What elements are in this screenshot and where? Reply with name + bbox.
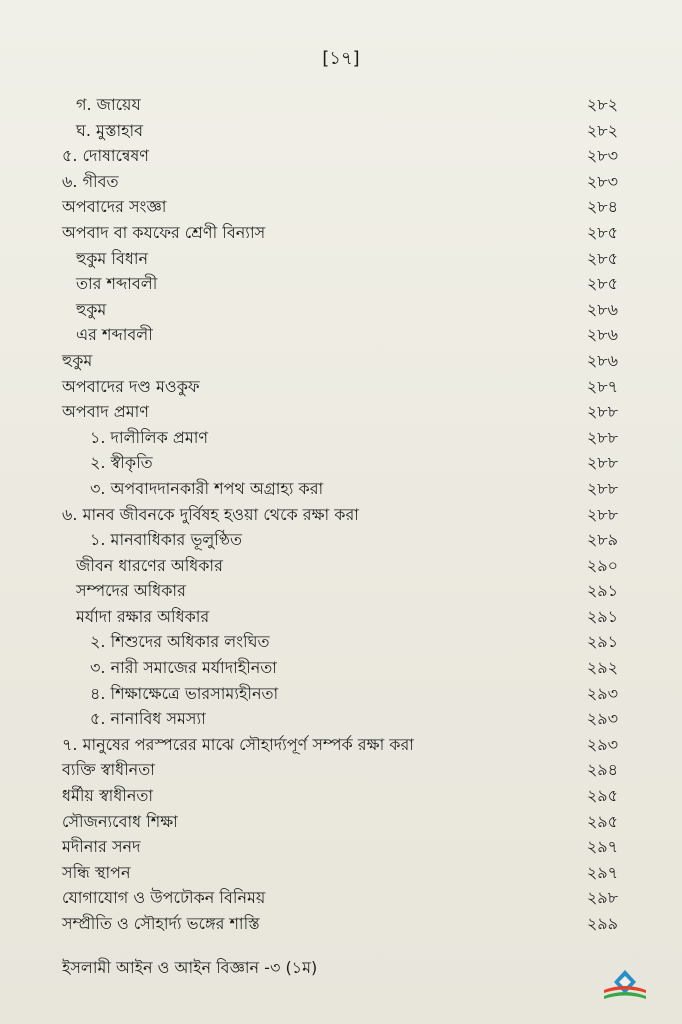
toc-entry-page: ২৮৮ <box>586 427 618 447</box>
toc-entry <box>62 143 618 169</box>
toc-entry-page: ২৯৪ <box>586 760 618 780</box>
toc-entry-title: ৭. মানুষের পরস্পরের মাঝে সৌহার্দ্যপূর্ণ সম্পর্ক রক্ষা করা <box>62 734 414 754</box>
toc-entry <box>62 681 618 707</box>
toc-entry-page: ২৯০ <box>586 555 618 575</box>
toc-entry <box>62 322 618 348</box>
toc-entry-page: ২৮৫ <box>586 274 618 294</box>
toc-entry-title: অপবাদ বা কযফের শ্রেণী বিন্যাস <box>62 222 266 242</box>
toc-entry-page: ২৮৮ <box>586 504 618 524</box>
toc-entry <box>62 399 618 425</box>
toc-entry-page: ২৯১ <box>586 581 618 601</box>
toc-entry-title: ৪. শিক্ষাক্ষেত্রে ভারসাম্যহীনতা <box>90 683 279 703</box>
toc-entry <box>62 348 618 374</box>
toc-entry-page: ২৯৫ <box>586 786 618 806</box>
toc-entry-page: ২৯৩ <box>586 734 618 754</box>
toc-entry-title: ১. দালীলিক প্রমাণ <box>90 427 209 447</box>
toc-entry <box>62 502 618 528</box>
toc-entry <box>62 911 618 937</box>
toc-entry-page: ২৮৮ <box>586 402 618 422</box>
toc-entry <box>62 527 618 553</box>
toc-entry-page: ২৮৪ <box>586 197 618 217</box>
toc-entry-title: সম্পদের অধিকার <box>76 581 186 601</box>
toc-entry-page: ২৮২ <box>586 120 618 140</box>
toc-entry-page: ২৮৬ <box>586 325 618 345</box>
toc-entry-page: ২৮৬ <box>586 299 618 319</box>
toc-entry <box>62 476 618 502</box>
toc-entry-page: ২৯৩ <box>586 709 618 729</box>
toc-entry <box>62 220 618 246</box>
toc-entry-title: হুকুম <box>76 299 107 319</box>
toc-entry <box>62 297 618 323</box>
toc-entry <box>62 860 618 886</box>
toc-entry <box>62 809 618 835</box>
toc-entry-title: ৫. দোষান্বেষণ <box>62 146 149 166</box>
toc-entry <box>62 885 618 911</box>
toc-entry <box>62 92 618 118</box>
toc-entry-page: ২৮২ <box>586 95 618 114</box>
toc-entry-page: ২৯৮ <box>586 888 618 908</box>
toc-entry-title: অপবাদের সংজ্ঞা <box>62 197 167 217</box>
toc-entry-title: ৫. নানাবিধ সমস্যা <box>90 709 206 729</box>
toc-entry-title: হুকুম বিধান <box>76 248 149 268</box>
toc-entry-page: ২৯১ <box>586 606 618 626</box>
toc-entry <box>62 194 618 220</box>
toc-entry <box>62 706 618 732</box>
toc-entry-page: ২৮৭ <box>586 376 618 396</box>
toc-entry-title: মর্যাদা রক্ষার অধিকার <box>76 606 210 626</box>
toc-entry <box>62 604 618 630</box>
toc-entry-page: ২৮৮ <box>586 478 618 498</box>
toc-entry-page: ২৮৬ <box>586 350 618 370</box>
toc-entry-title: গ. জায়েয <box>76 95 141 114</box>
toc-entry-title: যোগাযোগ ও উপঢৌকন বিনিময় <box>62 888 266 908</box>
toc-entry-title: অপবাদ প্রমাণ <box>62 402 149 422</box>
toc-entry-title: ৩. নারী সমাজের মর্যাদাহীনতা <box>90 658 277 678</box>
toc-entry <box>62 578 618 604</box>
toc-entry-page: ২৮৯ <box>586 530 618 550</box>
toc-entry-page: ২৯৭ <box>586 862 618 882</box>
toc-entry <box>62 553 618 579</box>
toc-entry-page: ২৯১ <box>586 632 618 652</box>
toc-entry-page: ২৮৫ <box>586 222 618 242</box>
toc-entry-title: তার শব্দাবলী <box>76 274 158 294</box>
toc-entry <box>62 783 618 809</box>
toc-entry <box>62 732 618 758</box>
toc-entry-page: ২৯২ <box>586 658 618 678</box>
toc-entry-title: অপবাদের দণ্ড মওকুফ <box>62 376 200 396</box>
toc-entry-title: হুকুম <box>62 350 93 370</box>
toc-entry-page: ২৮৫ <box>586 248 618 268</box>
toc-entry-title: ঘ. মুস্তাহাব <box>76 120 144 140</box>
toc-entry <box>62 271 618 297</box>
toc-entry-page: ২৯৩ <box>586 683 618 703</box>
toc-entry <box>62 374 618 400</box>
toc-entry-title: মদীনার সনদ <box>62 837 141 857</box>
toc-entry <box>62 757 618 783</box>
toc-entry <box>62 246 618 272</box>
publisher-logo-icon <box>600 968 650 1004</box>
toc-entry-page: ২৯৭ <box>586 837 618 857</box>
toc-entry <box>62 655 618 681</box>
toc-entry <box>62 450 618 476</box>
toc-entry <box>62 118 618 144</box>
toc-entry-page: ২৯৯ <box>586 914 618 933</box>
toc-entry-title: ২. স্বীকৃতি <box>90 453 153 473</box>
toc-entry-title: ৬. গীবত <box>62 171 119 191</box>
toc-entry <box>62 629 618 655</box>
toc-entry-page: ২৯৫ <box>586 811 618 831</box>
toc-entry-title: ২. শিশুদের অধিকার লংঘিত <box>90 632 270 652</box>
toc-entry-title: সম্প্রীতি ও সৌহার্দ্য ভঙ্গের শাস্তি <box>62 914 260 933</box>
toc-entry <box>62 425 618 451</box>
toc-entry-title: সন্ধি স্থাপন <box>62 862 131 882</box>
toc-entry-title: ৩. অপবাদদানকারী শপথ অগ্রাহ্য করা <box>90 478 324 498</box>
toc-entry-title: ধর্মীয় স্বাধীনতা <box>62 786 154 806</box>
table-of-contents <box>62 92 618 937</box>
toc-entry-title: ব্যক্তি স্বাধীনতা <box>62 760 155 780</box>
page-number: [১৭] <box>322 48 360 69</box>
toc-entry-page: ২৮৮ <box>586 453 618 473</box>
book-title-footer: ইসলামী আইন ও আইন বিজ্ঞান -৩ (১ম) <box>62 958 318 977</box>
toc-entry-title: ৬. মানব জীবনকে দুর্বিষহ হওয়া থেকে রক্ষা করা <box>62 504 359 524</box>
toc-entry <box>62 834 618 860</box>
toc-entry-page: ২৮৩ <box>586 171 618 191</box>
toc-entry-title: সৌজন্যবোধ শিক্ষা <box>62 811 178 831</box>
toc-entry-page: ২৮৩ <box>586 146 618 166</box>
toc-entry-title: ১. মানবাধিকার ভূলুণ্ঠিত <box>90 530 242 550</box>
toc-entry-title: জীবন ধারণের অধিকার <box>76 555 223 575</box>
toc-entry <box>62 169 618 195</box>
toc-entry-title: এর শব্দাবলী <box>76 325 153 345</box>
